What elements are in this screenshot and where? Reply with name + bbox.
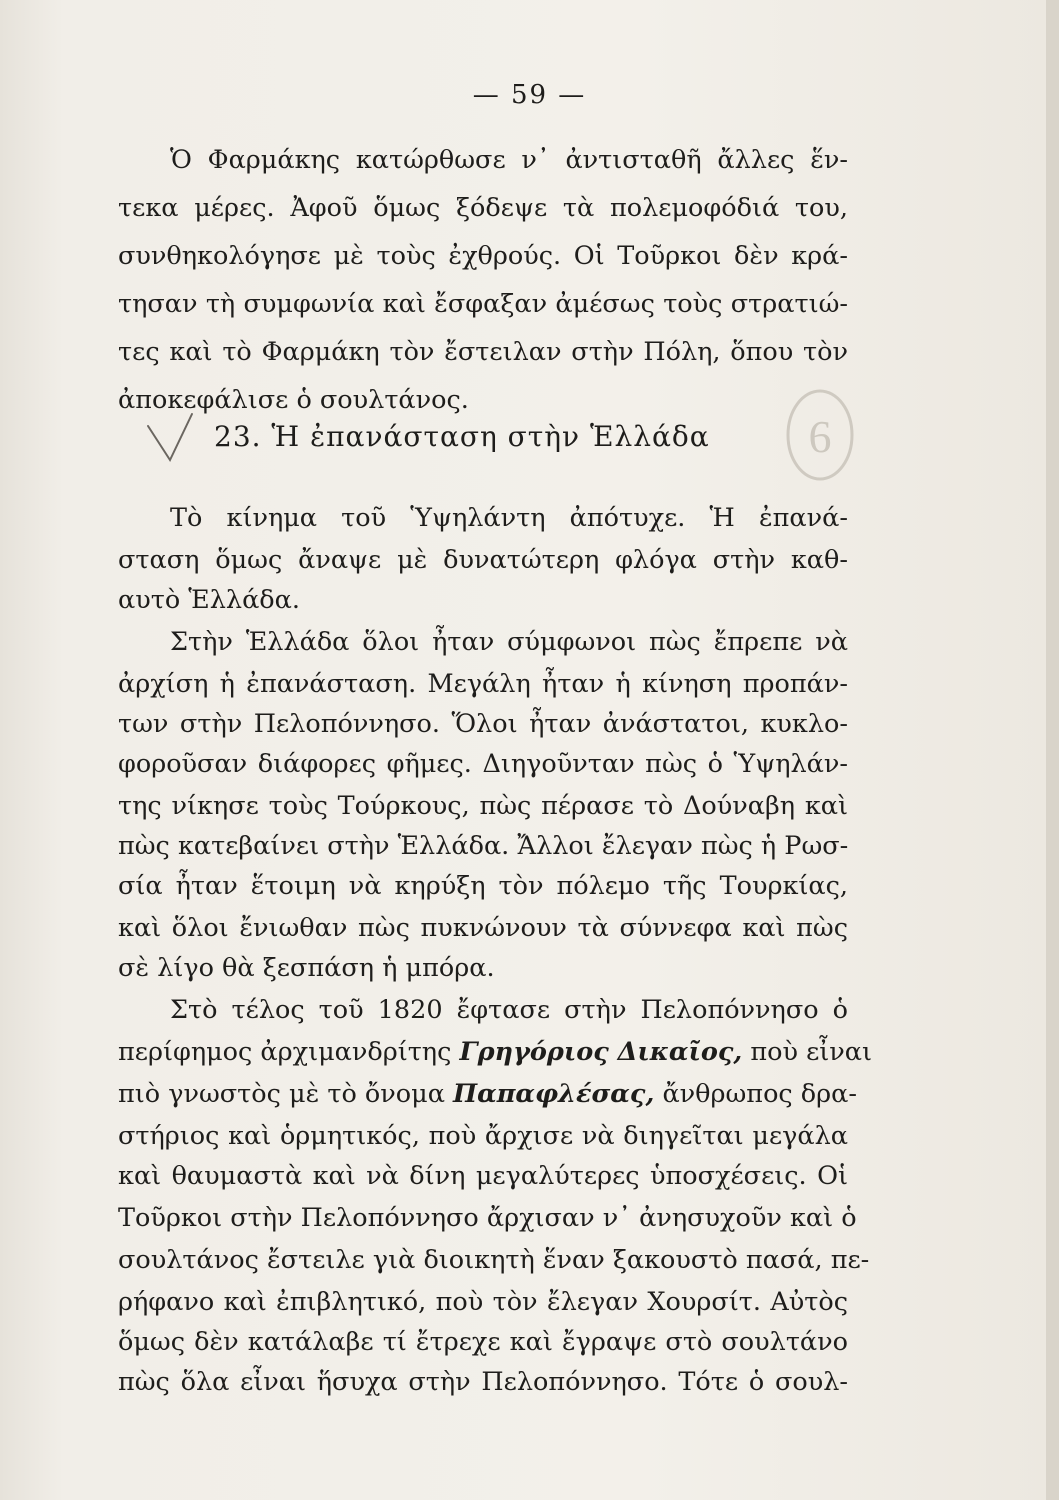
text-line: τες καὶ τὸ Φαρμάκη τὸν ἔστειλαν στὴν Πόλη, ὅπου τὸν [118, 337, 848, 367]
text-span: περίφημος ἀρχιμανδρίτης [118, 1037, 460, 1067]
text-line: ὅμως δὲν κατάλαβε τί ἔτρεχε καὶ ἔγραψε στὸ σουλτάνο [118, 1327, 848, 1357]
text-line [118, 1032, 873, 1072]
text-line: των στὴν Πελοπόννησο. Ὅλοι ἦταν ἀνάστατοι, κυκλο- [118, 709, 848, 739]
text-span: ποὺ εἶναι [742, 1037, 873, 1067]
text-line: σταση ὅμως ἄναψε μὲ δυνατώτερη φλόγα στὴν καθ- [118, 545, 848, 575]
text-span: πιὸ γνωστὸς μὲ τὸ ὄνομα [118, 1079, 454, 1109]
page-edge [1046, 0, 1059, 1500]
page-number: — 59 — [472, 80, 587, 110]
text-line: αυτὸ Ἑλλάδα. [118, 585, 300, 615]
text-line: καὶ θαυμαστὰ καὶ νὰ δίνη μεγαλύτερες ὑποσχέσεις. Οἱ [118, 1161, 848, 1191]
text-line: της νίκησε τοὺς Τούρκους, πὼς πέρασε τὸ Δούναβη καὶ [118, 791, 848, 821]
text-line: καὶ ὅλοι ἔνιωθαν πὼς πυκνώνουν τὰ σύννεφα καὶ πὼς [118, 913, 848, 943]
section-heading: 23. Ἡ ἐπανάσταση στὴν Ἑλλάδα [214, 420, 710, 453]
text-line: συνθηκολόγησε μὲ τοὺς ἐχθρούς. Οἱ Τοῦρκοι δὲν κρά- [118, 241, 848, 271]
text-line: τησαν τὴ συμφωνία καὶ ἔσφαξαν ἀμέσως τοὺς στρατιώ- [118, 289, 848, 319]
text-line: ἀποκεφάλισε ὁ σουλτάνος. [118, 385, 469, 415]
bold-name: Παπαφλέσας, [453, 1079, 655, 1109]
text-line: σὲ λίγο θὰ ξεσπάση ἡ μπόρα. [118, 953, 495, 983]
text-line: Ὁ Φαρμάκης κατώρθωσε ν᾽ ἀντισταθῆ ἄλλες ἕν- [170, 145, 848, 175]
text-line [118, 1074, 857, 1114]
text-line: ρήφανο καὶ ἐπιβλητικό, ποὺ τὸν ἔλεγαν Χουρσίτ. Αὐτὸς [118, 1287, 848, 1317]
text-line: Τοῦρκοι στὴν Πελοπόννησο ἄρχισαν ν᾽ ἀνησυχοῦν καὶ ὁ [118, 1203, 857, 1233]
bold-name: Γρηγόριος Δικαῖος, [459, 1037, 743, 1067]
text-line: σουλτάνος ἔστειλε γιὰ διοικητὴ ἕναν ξακουστὸ πασά, πε- [118, 1245, 870, 1275]
text-line: στήριος καὶ ὁρμητικός, ποὺ ἄρχισε νὰ διηγεῖται μεγάλα [118, 1121, 848, 1151]
text-line: Στὸ τέλος τοῦ 1820 ἔφτασε στὴν Πελοπόννησο ὁ [170, 995, 848, 1025]
text-line: τεκα μέρες. Ἀφοῦ ὅμως ξόδεψε τὰ πολεμοφόδιά του, [118, 193, 848, 223]
text-line: Στὴν Ἑλλάδα ὅλοι ἦταν σύμφωνοι πὼς ἔπρεπε νὰ [170, 627, 848, 657]
text-line: πὼς ὅλα εἶναι ἥσυχα στὴν Πελοπόννησο. Τότε ὁ σουλ- [118, 1367, 848, 1397]
text-line: φοροῦσαν διάφορες φῆμες. Διηγοῦνταν πὼς ὁ Ὑψηλάν- [118, 749, 848, 779]
text-line: Τὸ κίνημα τοῦ Ὑψηλάντη ἀπότυχε. Ἡ ἐπανά- [170, 503, 848, 533]
text-line: ἀρχίση ἡ ἐπανάσταση. Μεγάλη ἦταν ἡ κίνηση προπάν- [118, 669, 848, 699]
handwritten-circle-mark-icon [780, 380, 860, 490]
text-line: πὼς κατεβαίνει στὴν Ἑλλάδα. Ἄλλοι ἔλεγαν πὼς ἡ Ρωσ- [118, 831, 849, 861]
pencil-check-mark-icon [140, 408, 210, 478]
text-span: ἄνθρωπος δρα- [654, 1079, 857, 1109]
handwritten-number: 6 [808, 411, 832, 462]
text-line: σία ἦταν ἕτοιμη νὰ κηρύξη τὸν πόλεμο τῆς Τουρκίας, [118, 871, 848, 901]
